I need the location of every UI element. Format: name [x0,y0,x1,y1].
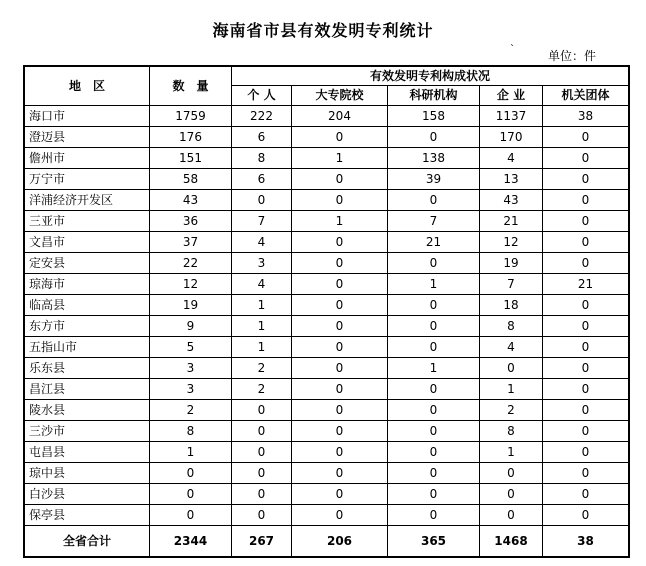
cell-agency: 0 [543,148,629,169]
cell-research: 39 [388,169,480,190]
cell-agency: 0 [543,211,629,232]
cell-research: 21 [388,232,480,253]
cell-university: 0 [292,421,388,442]
cell-region: 东方市 [25,316,150,337]
total-university: 206 [292,526,388,557]
unit-label: 单位：件 [548,49,597,63]
cell-university: 0 [292,127,388,148]
cell-research: 0 [388,190,480,211]
cell-university: 0 [292,232,388,253]
cell-count: 0 [150,505,232,526]
cell-agency: 0 [543,484,629,505]
cell-count: 37 [150,232,232,253]
cell-enterprise: 21 [480,211,543,232]
cell-count: 0 [150,463,232,484]
cell-count: 151 [150,148,232,169]
cell-enterprise: 7 [480,274,543,295]
cell-research: 0 [388,253,480,274]
table-row [25,442,629,463]
cell-region: 白沙县 [25,484,150,505]
cell-personal: 0 [232,484,292,505]
cell-count: 36 [150,211,232,232]
cell-university: 0 [292,190,388,211]
cell-count: 0 [150,484,232,505]
cell-region: 琼海市 [25,274,150,295]
cell-count: 176 [150,127,232,148]
cell-university: 0 [292,463,388,484]
cell-region: 琼中县 [25,463,150,484]
cell-enterprise: 43 [480,190,543,211]
cell-enterprise: 2 [480,400,543,421]
cell-personal: 2 [232,358,292,379]
cell-region: 澄迈县 [25,127,150,148]
cell-research: 7 [388,211,480,232]
cell-personal: 0 [232,400,292,421]
cell-enterprise: 12 [480,232,543,253]
table-body [25,106,629,526]
cell-enterprise: 8 [480,316,543,337]
cell-university: 0 [292,358,388,379]
cell-enterprise: 4 [480,337,543,358]
cell-agency: 0 [543,253,629,274]
cell-personal: 0 [232,463,292,484]
cell-enterprise: 19 [480,253,543,274]
header-count: 数 量 [150,67,232,106]
total-agency: 38 [543,526,629,557]
total-personal: 267 [232,526,292,557]
cell-region: 文昌市 [25,232,150,253]
cell-research: 0 [388,379,480,400]
cell-region: 乐东县 [25,358,150,379]
header-university: 大专院校 [292,86,388,106]
cell-count: 8 [150,421,232,442]
cell-research: 0 [388,127,480,148]
cell-agency: 0 [543,337,629,358]
header-enterprise: 企 业 [480,86,543,106]
table-row [25,400,629,421]
page-title: 海南省市县有效发明专利统计 [212,21,434,40]
cell-count: 3 [150,358,232,379]
cell-region: 定安县 [25,253,150,274]
table-header-row [25,67,629,86]
cell-university: 0 [292,169,388,190]
table-row [25,358,629,379]
cell-research: 158 [388,106,480,127]
cell-personal: 3 [232,253,292,274]
cell-region: 三沙市 [25,421,150,442]
cell-university: 0 [292,274,388,295]
cell-count: 22 [150,253,232,274]
table-row [25,337,629,358]
cell-count: 9 [150,316,232,337]
cell-research: 0 [388,505,480,526]
cell-agency: 0 [543,316,629,337]
text-cursor [628,340,630,358]
cell-personal: 0 [232,421,292,442]
cell-agency: 0 [543,379,629,400]
cell-region: 临高县 [25,295,150,316]
cell-count: 19 [150,295,232,316]
cell-research: 0 [388,484,480,505]
cell-university: 204 [292,106,388,127]
cell-agency: 0 [543,127,629,148]
cell-research: 0 [388,337,480,358]
cell-personal: 222 [232,106,292,127]
table-row [25,211,629,232]
cell-personal: 6 [232,127,292,148]
cell-personal: 1 [232,337,292,358]
total-row [25,526,629,557]
cell-enterprise: 0 [480,484,543,505]
table-row [25,232,629,253]
cell-university: 0 [292,337,388,358]
cell-enterprise: 4 [480,148,543,169]
cell-region: 昌江县 [25,379,150,400]
cell-agency: 38 [543,106,629,127]
cell-enterprise: 13 [480,169,543,190]
table-row [25,253,629,274]
table-row [25,421,629,442]
cell-agency: 0 [543,400,629,421]
cell-enterprise: 170 [480,127,543,148]
cell-university: 0 [292,400,388,421]
cell-agency: 0 [543,421,629,442]
cell-count: 1759 [150,106,232,127]
patent-stats-table [24,66,629,557]
cell-agency: 0 [543,505,629,526]
cell-agency: 21 [543,274,629,295]
table-row [25,274,629,295]
cell-personal: 1 [232,295,292,316]
cell-enterprise: 0 [480,358,543,379]
cell-enterprise: 18 [480,295,543,316]
cell-university: 0 [292,253,388,274]
cell-count: 1 [150,442,232,463]
table-row [25,379,629,400]
total-enterprise: 1468 [480,526,543,557]
cell-count: 58 [150,169,232,190]
cell-research: 0 [388,463,480,484]
cell-count: 3 [150,379,232,400]
table-row [25,316,629,337]
cell-research: 0 [388,421,480,442]
cell-research: 0 [388,400,480,421]
table-row [25,169,629,190]
cell-count: 5 [150,337,232,358]
cell-enterprise: 1 [480,442,543,463]
cell-university: 0 [292,442,388,463]
cell-region: 儋州市 [25,148,150,169]
cell-enterprise: 8 [480,421,543,442]
cell-university: 0 [292,505,388,526]
cell-university: 0 [292,295,388,316]
header-personal: 个 人 [232,86,292,106]
cell-region: 海口市 [25,106,150,127]
cell-university: 1 [292,148,388,169]
cell-agency: 0 [543,169,629,190]
cell-personal: 6 [232,169,292,190]
total-region: 全省合计 [25,526,150,557]
header-region: 地 区 [25,67,150,106]
cell-university: 0 [292,316,388,337]
cell-personal: 7 [232,211,292,232]
table-row [25,106,629,127]
cell-personal: 0 [232,442,292,463]
cell-agency: 0 [543,232,629,253]
cell-count: 43 [150,190,232,211]
cell-region: 陵水县 [25,400,150,421]
header-research: 科研机构 [388,86,480,106]
total-count: 2344 [150,526,232,557]
cell-personal: 1 [232,316,292,337]
cell-personal: 4 [232,274,292,295]
cell-research: 138 [388,148,480,169]
cell-research: 0 [388,442,480,463]
table-row [25,190,629,211]
cell-personal: 4 [232,232,292,253]
cell-count: 2 [150,400,232,421]
cell-research: 1 [388,358,480,379]
cell-personal: 0 [232,190,292,211]
cell-region: 三亚市 [25,211,150,232]
cell-agency: 0 [543,190,629,211]
cell-university: 1 [292,211,388,232]
cell-university: 0 [292,484,388,505]
cell-agency: 0 [543,463,629,484]
cell-region: 万宁市 [25,169,150,190]
table-row [25,127,629,148]
cell-research: 0 [388,316,480,337]
cell-personal: 0 [232,505,292,526]
cell-count: 12 [150,274,232,295]
total-research: 365 [388,526,480,557]
table-row [25,505,629,526]
cell-personal: 8 [232,148,292,169]
table-row [25,463,629,484]
header-composition-group: 有效发明专利构成状况 [232,67,629,86]
cell-research: 0 [388,295,480,316]
cell-enterprise: 0 [480,463,543,484]
cell-research: 1 [388,274,480,295]
table-row [25,295,629,316]
cell-agency: 0 [543,442,629,463]
table-row [25,484,629,505]
cell-university: 0 [292,379,388,400]
cell-agency: 0 [543,358,629,379]
stray-mark: ` [510,44,515,55]
cell-personal: 2 [232,379,292,400]
cell-enterprise: 1 [480,379,543,400]
cell-region: 洋浦经济开发区 [25,190,150,211]
cell-region: 保亭县 [25,505,150,526]
cell-region: 屯昌县 [25,442,150,463]
table-row [25,148,629,169]
header-agency: 机关团体 [543,86,629,106]
cell-agency: 0 [543,295,629,316]
cell-enterprise: 1137 [480,106,543,127]
cell-enterprise: 0 [480,505,543,526]
cell-region: 五指山市 [25,337,150,358]
